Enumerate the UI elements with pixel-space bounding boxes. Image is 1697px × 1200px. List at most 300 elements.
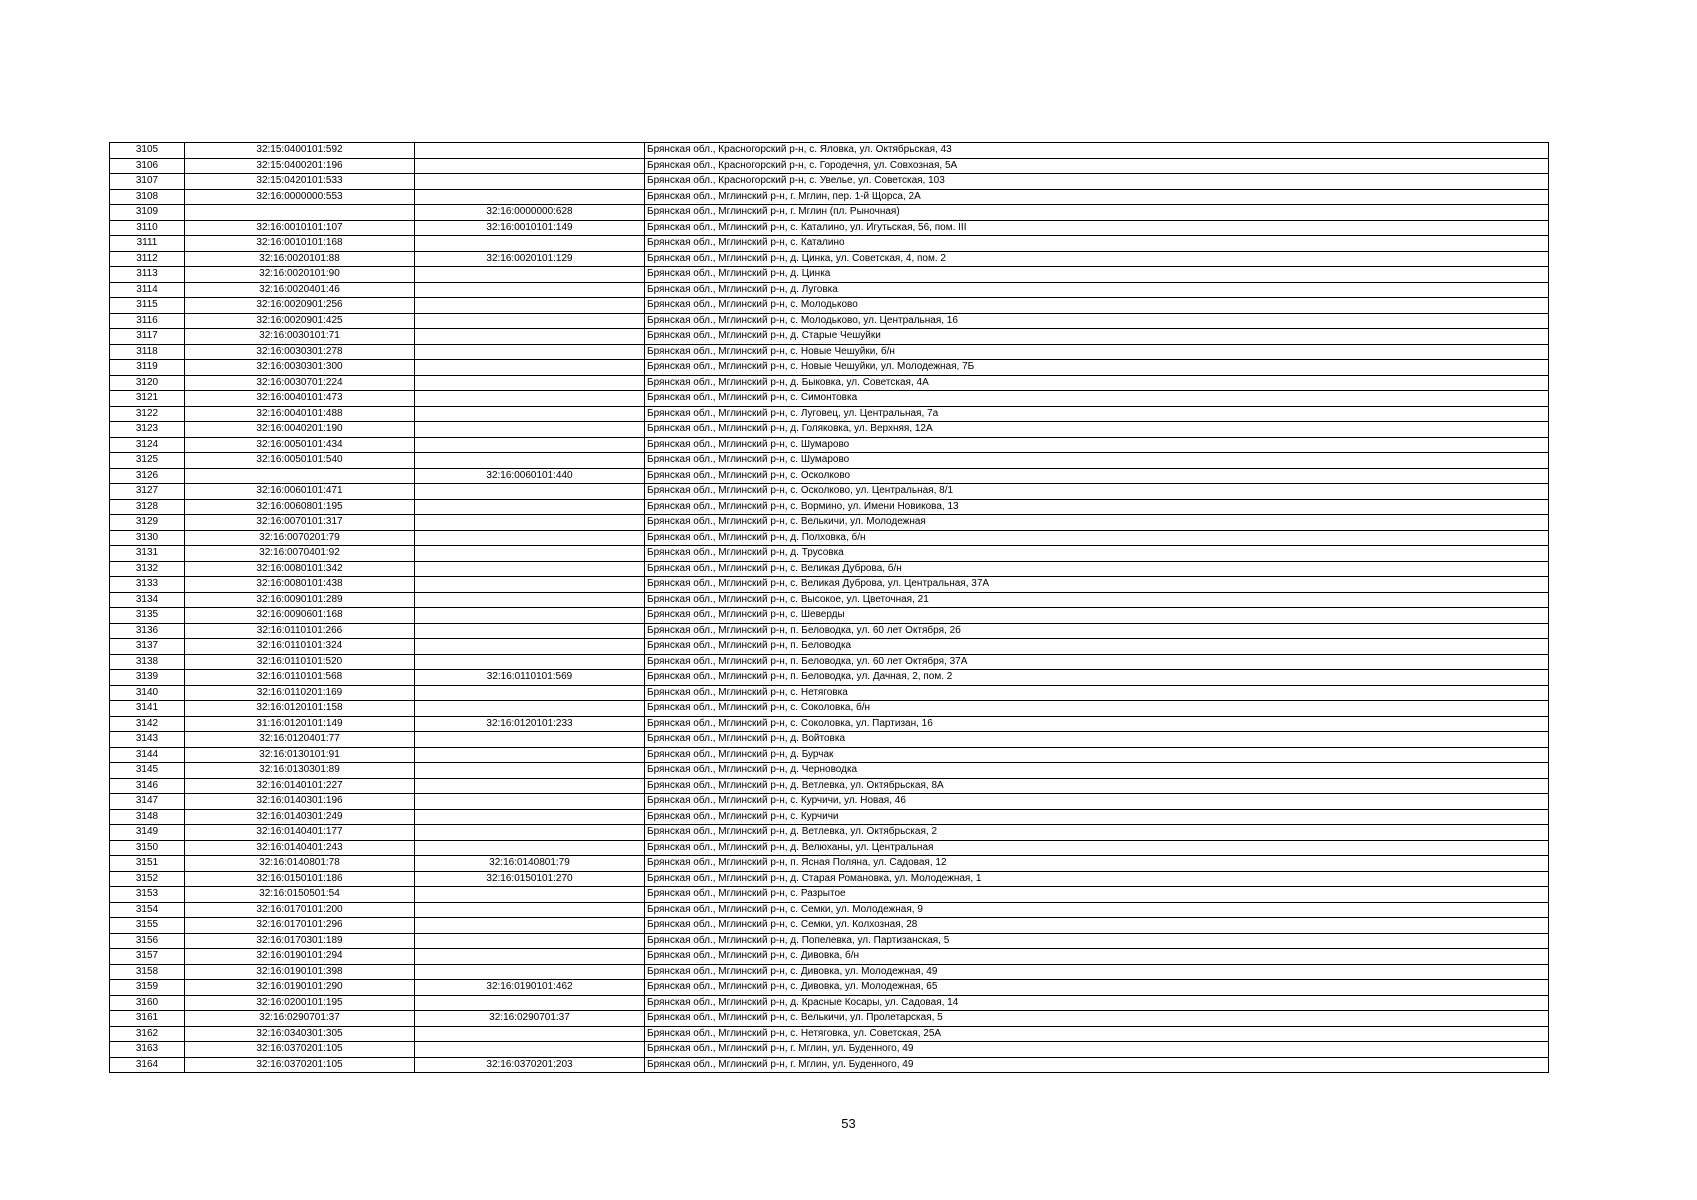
table-row <box>110 685 1549 701</box>
table-row <box>110 887 1549 903</box>
table-row <box>110 174 1549 190</box>
row-number-cell: 3106 <box>110 158 185 174</box>
linked-cadastral-number-cell <box>415 375 645 391</box>
cadastral-number-cell: 32:16:0050101:434 <box>185 437 415 453</box>
address-cell: Брянская обл., Мглинский р-н, с. Луговец, ул. Центральная, 7а <box>645 406 1549 422</box>
table-row <box>110 1026 1549 1042</box>
address-cell: Брянская обл., Мглинский р-н, с. Велькичи, ул. Пролетарская, 5 <box>645 1011 1549 1027</box>
cadastral-number-cell: 32:16:0170101:296 <box>185 918 415 934</box>
address-cell: Брянская обл., Мглинский р-н, с. Шеверды <box>645 608 1549 624</box>
linked-cadastral-number-cell <box>415 747 645 763</box>
row-number-cell: 3114 <box>110 282 185 298</box>
row-number-cell: 3144 <box>110 747 185 763</box>
table-row <box>110 902 1549 918</box>
address-cell: Брянская обл., Мглинский р-н, д. Красные Косары, ул. Садовая, 14 <box>645 995 1549 1011</box>
linked-cadastral-number-cell <box>415 158 645 174</box>
address-cell: Брянская обл., Мглинский р-н, п. Беловодка, ул. 60 лет Октября, 2б <box>645 623 1549 639</box>
cadastral-number-cell: 32:16:0170101:200 <box>185 902 415 918</box>
table-row <box>110 360 1549 376</box>
table-row <box>110 391 1549 407</box>
linked-cadastral-number-cell <box>415 313 645 329</box>
row-number-cell: 3156 <box>110 933 185 949</box>
address-cell: Брянская обл., Мглинский р-н, с. Великая Дуброва, б/н <box>645 561 1549 577</box>
linked-cadastral-number-cell <box>415 1042 645 1058</box>
linked-cadastral-number-cell <box>415 654 645 670</box>
address-cell: Брянская обл., Мглинский р-н, п. Ясная Поляна, ул. Садовая, 12 <box>645 856 1549 872</box>
cadastral-number-cell: 32:16:0070401:92 <box>185 546 415 562</box>
address-cell: Брянская обл., Мглинский р-н, д. Луговка <box>645 282 1549 298</box>
table-row <box>110 980 1549 996</box>
row-number-cell: 3116 <box>110 313 185 329</box>
row-number-cell: 3151 <box>110 856 185 872</box>
linked-cadastral-number-cell <box>415 282 645 298</box>
address-cell: Брянская обл., Мглинский р-н, д. Ветлевка, ул. Октябрьская, 8А <box>645 778 1549 794</box>
cadastral-number-cell: 32:16:0140401:243 <box>185 840 415 856</box>
row-number-cell: 3107 <box>110 174 185 190</box>
row-number-cell: 3127 <box>110 484 185 500</box>
address-cell: Брянская обл., Мглинский р-н, с. Дивовка, ул. Молодежная, 65 <box>645 980 1549 996</box>
cadastral-number-cell: 32:16:0190101:294 <box>185 949 415 965</box>
row-number-cell: 3162 <box>110 1026 185 1042</box>
cadastral-number-cell: 32:16:0140301:249 <box>185 809 415 825</box>
linked-cadastral-number-cell: 32:16:0120101:233 <box>415 716 645 732</box>
row-number-cell: 3148 <box>110 809 185 825</box>
table-row <box>110 840 1549 856</box>
address-cell: Брянская обл., Мглинский р-н, д. Черноводка <box>645 763 1549 779</box>
address-cell: Брянская обл., Мглинский р-н, д. Голяковка, ул. Верхняя, 12А <box>645 422 1549 438</box>
linked-cadastral-number-cell <box>415 933 645 949</box>
table-row <box>110 515 1549 531</box>
row-number-cell: 3161 <box>110 1011 185 1027</box>
row-number-cell: 3109 <box>110 205 185 221</box>
row-number-cell: 3131 <box>110 546 185 562</box>
address-cell: Брянская обл., Мглинский р-н, д. Цинка, ул. Советская, 4, пом. 2 <box>645 251 1549 267</box>
linked-cadastral-number-cell <box>415 623 645 639</box>
linked-cadastral-number-cell <box>415 887 645 903</box>
row-number-cell: 3124 <box>110 437 185 453</box>
table-row <box>110 329 1549 345</box>
linked-cadastral-number-cell <box>415 902 645 918</box>
address-cell: Брянская обл., Мглинский р-н, г. Мглин, ул. Буденного, 49 <box>645 1057 1549 1073</box>
cadastral-number-cell: 32:16:0090101:289 <box>185 592 415 608</box>
address-cell: Брянская обл., Мглинский р-н, с. Дивовка, ул. Молодежная, 49 <box>645 964 1549 980</box>
address-cell: Брянская обл., Мглинский р-н, г. Мглин (пл. Рыночная) <box>645 205 1549 221</box>
row-number-cell: 3154 <box>110 902 185 918</box>
row-number-cell: 3111 <box>110 236 185 252</box>
table-body <box>110 143 1549 1073</box>
table-row <box>110 856 1549 872</box>
table-row <box>110 282 1549 298</box>
cadastral-number-cell <box>185 468 415 484</box>
cadastral-number-cell: 32:16:0190101:290 <box>185 980 415 996</box>
row-number-cell: 3147 <box>110 794 185 810</box>
cadastral-number-cell: 32:15:0400101:592 <box>185 143 415 159</box>
linked-cadastral-number-cell <box>415 530 645 546</box>
table-row <box>110 871 1549 887</box>
table-row <box>110 1057 1549 1073</box>
linked-cadastral-number-cell <box>415 437 645 453</box>
row-number-cell: 3113 <box>110 267 185 283</box>
linked-cadastral-number-cell: 32:16:0140801:79 <box>415 856 645 872</box>
row-number-cell: 3159 <box>110 980 185 996</box>
table-row <box>110 654 1549 670</box>
address-cell: Брянская обл., Мглинский р-н, д. Трусовка <box>645 546 1549 562</box>
linked-cadastral-number-cell <box>415 561 645 577</box>
row-number-cell: 3137 <box>110 639 185 655</box>
cadastral-number-cell: 32:16:0130101:91 <box>185 747 415 763</box>
linked-cadastral-number-cell <box>415 964 645 980</box>
cadastral-number-cell <box>185 205 415 221</box>
row-number-cell: 3163 <box>110 1042 185 1058</box>
registry-table <box>109 142 1549 1073</box>
address-cell: Брянская обл., Мглинский р-н, с. Шумарово <box>645 453 1549 469</box>
row-number-cell: 3150 <box>110 840 185 856</box>
linked-cadastral-number-cell <box>415 809 645 825</box>
row-number-cell: 3152 <box>110 871 185 887</box>
row-number-cell: 3157 <box>110 949 185 965</box>
table-row <box>110 236 1549 252</box>
table-row <box>110 825 1549 841</box>
table-row <box>110 437 1549 453</box>
address-cell: Брянская обл., Мглинский р-н, с. Шумарово <box>645 437 1549 453</box>
row-number-cell: 3136 <box>110 623 185 639</box>
linked-cadastral-number-cell <box>415 344 645 360</box>
row-number-cell: 3155 <box>110 918 185 934</box>
cadastral-number-cell: 32:16:0290701:37 <box>185 1011 415 1027</box>
row-number-cell: 3132 <box>110 561 185 577</box>
table-row <box>110 344 1549 360</box>
row-number-cell: 3139 <box>110 670 185 686</box>
row-number-cell: 3130 <box>110 530 185 546</box>
table-row <box>110 546 1549 562</box>
linked-cadastral-number-cell: 32:16:0000000:628 <box>415 205 645 221</box>
linked-cadastral-number-cell <box>415 794 645 810</box>
table-row <box>110 964 1549 980</box>
address-cell: Брянская обл., Мглинский р-н, с. Соколовка, б/н <box>645 701 1549 717</box>
cadastral-number-cell: 32:16:0090601:168 <box>185 608 415 624</box>
linked-cadastral-number-cell <box>415 685 645 701</box>
address-cell: Брянская обл., Мглинский р-н, д. Быковка, ул. Советская, 4А <box>645 375 1549 391</box>
table-row <box>110 623 1549 639</box>
cadastral-number-cell: 32:16:0070101:317 <box>185 515 415 531</box>
linked-cadastral-number-cell <box>415 329 645 345</box>
linked-cadastral-number-cell <box>415 453 645 469</box>
linked-cadastral-number-cell <box>415 1026 645 1042</box>
linked-cadastral-number-cell <box>415 298 645 314</box>
row-number-cell: 3112 <box>110 251 185 267</box>
table-row <box>110 639 1549 655</box>
address-cell: Брянская обл., Красногорский р-н, с. Городечня, ул. Совхозная, 5А <box>645 158 1549 174</box>
linked-cadastral-number-cell: 32:16:0110101:569 <box>415 670 645 686</box>
linked-cadastral-number-cell <box>415 995 645 1011</box>
table-row <box>110 592 1549 608</box>
address-cell: Брянская обл., Мглинский р-н, с. Велькичи, ул. Молодежная <box>645 515 1549 531</box>
address-cell: Брянская обл., Мглинский р-н, с. Соколовка, ул. Партизан, 16 <box>645 716 1549 732</box>
table-row <box>110 670 1549 686</box>
cadastral-number-cell: 32:16:0140101:227 <box>185 778 415 794</box>
row-number-cell: 3160 <box>110 995 185 1011</box>
address-cell: Брянская обл., Мглинский р-н, с. Высокое, ул. Цветочная, 21 <box>645 592 1549 608</box>
address-cell: Брянская обл., Мглинский р-н, с. Курчичи, ул. Новая, 46 <box>645 794 1549 810</box>
row-number-cell: 3121 <box>110 391 185 407</box>
cadastral-number-cell: 32:16:0030301:300 <box>185 360 415 376</box>
linked-cadastral-number-cell: 32:16:0020101:129 <box>415 251 645 267</box>
linked-cadastral-number-cell <box>415 732 645 748</box>
table-row <box>110 778 1549 794</box>
linked-cadastral-number-cell <box>415 639 645 655</box>
cadastral-number-cell: 32:16:0140401:177 <box>185 825 415 841</box>
table-row <box>110 530 1549 546</box>
linked-cadastral-number-cell <box>415 825 645 841</box>
row-number-cell: 3122 <box>110 406 185 422</box>
cadastral-number-cell: 32:16:0050101:540 <box>185 453 415 469</box>
address-cell: Брянская обл., Мглинский р-н, с. Курчичи <box>645 809 1549 825</box>
row-number-cell: 3119 <box>110 360 185 376</box>
row-number-cell: 3126 <box>110 468 185 484</box>
cadastral-number-cell: 32:16:0020101:90 <box>185 267 415 283</box>
address-cell: Брянская обл., Мглинский р-н, п. Беловодка <box>645 639 1549 655</box>
cadastral-number-cell: 32:16:0000000:553 <box>185 189 415 205</box>
row-number-cell: 3158 <box>110 964 185 980</box>
linked-cadastral-number-cell <box>415 360 645 376</box>
linked-cadastral-number-cell <box>415 515 645 531</box>
row-number-cell: 3105 <box>110 143 185 159</box>
row-number-cell: 3115 <box>110 298 185 314</box>
table-row <box>110 453 1549 469</box>
table-row <box>110 298 1549 314</box>
cadastral-number-cell: 32:16:0170301:189 <box>185 933 415 949</box>
linked-cadastral-number-cell: 32:16:0060101:440 <box>415 468 645 484</box>
table-row <box>110 608 1549 624</box>
row-number-cell: 3110 <box>110 220 185 236</box>
table-row <box>110 794 1549 810</box>
address-cell: Брянская обл., Мглинский р-н, с. Новые Чешуйки, ул. Молодежная, 7Б <box>645 360 1549 376</box>
address-cell: Брянская обл., Мглинский р-н, д. Цинка <box>645 267 1549 283</box>
cadastral-number-cell: 32:16:0200101:195 <box>185 995 415 1011</box>
address-cell: Брянская обл., Мглинский р-н, д. Попелевка, ул. Партизанская, 5 <box>645 933 1549 949</box>
linked-cadastral-number-cell <box>415 174 645 190</box>
cadastral-number-cell: 32:16:0040101:473 <box>185 391 415 407</box>
row-number-cell: 3141 <box>110 701 185 717</box>
table-row <box>110 701 1549 717</box>
address-cell: Брянская обл., Мглинский р-н, д. Полховка, б/н <box>645 530 1549 546</box>
row-number-cell: 3123 <box>110 422 185 438</box>
address-cell: Брянская обл., Мглинский р-н, с. Осколково, ул. Центральная, 8/1 <box>645 484 1549 500</box>
cadastral-number-cell: 32:16:0110101:266 <box>185 623 415 639</box>
cadastral-number-cell: 32:15:0420101:533 <box>185 174 415 190</box>
cadastral-number-cell: 32:16:0110101:324 <box>185 639 415 655</box>
linked-cadastral-number-cell: 32:16:0150101:270 <box>415 871 645 887</box>
address-cell: Брянская обл., Мглинский р-н, с. Вормино, ул. Имени Новикова, 13 <box>645 499 1549 515</box>
cadastral-number-cell: 32:16:0110101:568 <box>185 670 415 686</box>
address-cell: Брянская обл., Мглинский р-н, с. Молодьково, ул. Центральная, 16 <box>645 313 1549 329</box>
table-row <box>110 918 1549 934</box>
cadastral-number-cell: 32:16:0040201:190 <box>185 422 415 438</box>
linked-cadastral-number-cell <box>415 546 645 562</box>
cadastral-number-cell: 32:16:0020901:425 <box>185 313 415 329</box>
cadastral-number-cell: 32:16:0150101:186 <box>185 871 415 887</box>
linked-cadastral-number-cell <box>415 406 645 422</box>
cadastral-number-cell: 32:16:0010101:168 <box>185 236 415 252</box>
linked-cadastral-number-cell <box>415 143 645 159</box>
table-row <box>110 220 1549 236</box>
linked-cadastral-number-cell <box>415 236 645 252</box>
address-cell: Брянская обл., Мглинский р-н, с. Каталино <box>645 236 1549 252</box>
row-number-cell: 3153 <box>110 887 185 903</box>
row-number-cell: 3142 <box>110 716 185 732</box>
linked-cadastral-number-cell <box>415 484 645 500</box>
linked-cadastral-number-cell: 32:16:0190101:462 <box>415 980 645 996</box>
address-cell: Брянская обл., Мглинский р-н, с. Разрытое <box>645 887 1549 903</box>
address-cell: Брянская обл., Мглинский р-н, г. Мглин, пер. 1-й Щорса, 2А <box>645 189 1549 205</box>
address-cell: Брянская обл., Мглинский р-н, с. Новые Чешуйки, б/н <box>645 344 1549 360</box>
table-row <box>110 747 1549 763</box>
table-row <box>110 499 1549 515</box>
address-cell: Брянская обл., Красногорский р-н, с. Увелье, ул. Советская, 103 <box>645 174 1549 190</box>
address-cell: Брянская обл., Мглинский р-н, г. Мглин, ул. Буденного, 49 <box>645 1042 1549 1058</box>
table-row <box>110 763 1549 779</box>
row-number-cell: 3149 <box>110 825 185 841</box>
table-row <box>110 189 1549 205</box>
row-number-cell: 3164 <box>110 1057 185 1073</box>
address-cell: Брянская обл., Мглинский р-н, с. Осколково <box>645 468 1549 484</box>
row-number-cell: 3108 <box>110 189 185 205</box>
table-row <box>110 732 1549 748</box>
cadastral-number-cell: 32:16:0060801:195 <box>185 499 415 515</box>
cadastral-number-cell: 32:16:0120101:158 <box>185 701 415 717</box>
table-row <box>110 422 1549 438</box>
address-cell: Брянская обл., Мглинский р-н, с. Семки, ул. Молодежная, 9 <box>645 902 1549 918</box>
cadastral-number-cell: 32:16:0110101:520 <box>185 654 415 670</box>
table-row <box>110 158 1549 174</box>
cadastral-number-cell: 31:16:0120101:149 <box>185 716 415 732</box>
linked-cadastral-number-cell: 32:16:0290701:37 <box>415 1011 645 1027</box>
row-number-cell: 3117 <box>110 329 185 345</box>
cadastral-number-cell: 32:16:0080101:342 <box>185 561 415 577</box>
linked-cadastral-number-cell: 32:16:0370201:203 <box>415 1057 645 1073</box>
row-number-cell: 3129 <box>110 515 185 531</box>
row-number-cell: 3135 <box>110 608 185 624</box>
row-number-cell: 3146 <box>110 778 185 794</box>
address-cell: Брянская обл., Мглинский р-н, д. Велюханы, ул. Центральная <box>645 840 1549 856</box>
cadastral-number-cell: 32:16:0020901:256 <box>185 298 415 314</box>
table-row <box>110 949 1549 965</box>
table-row <box>110 933 1549 949</box>
address-cell: Брянская обл., Мглинский р-н, д. Ветлевка, ул. Октябрьская, 2 <box>645 825 1549 841</box>
linked-cadastral-number-cell <box>415 918 645 934</box>
table-row <box>110 267 1549 283</box>
cadastral-number-cell: 32:16:0140801:78 <box>185 856 415 872</box>
cadastral-number-cell: 32:16:0370201:105 <box>185 1042 415 1058</box>
cadastral-number-cell: 32:16:0150501:54 <box>185 887 415 903</box>
table-row <box>110 561 1549 577</box>
address-cell: Брянская обл., Мглинский р-н, с. Великая Дуброва, ул. Центральная, 37А <box>645 577 1549 593</box>
table-row <box>110 468 1549 484</box>
row-number-cell: 3134 <box>110 592 185 608</box>
linked-cadastral-number-cell <box>415 701 645 717</box>
cadastral-number-cell: 32:16:0120401:77 <box>185 732 415 748</box>
address-cell: Брянская обл., Мглинский р-н, с. Нетяговка, ул. Советская, 25А <box>645 1026 1549 1042</box>
address-cell: Брянская обл., Мглинский р-н, с. Симонтовка <box>645 391 1549 407</box>
address-cell: Брянская обл., Мглинский р-н, с. Нетяговка <box>645 685 1549 701</box>
table-row <box>110 375 1549 391</box>
cadastral-number-cell: 32:16:0080101:438 <box>185 577 415 593</box>
cadastral-number-cell: 32:16:0370201:105 <box>185 1057 415 1073</box>
table-row <box>110 716 1549 732</box>
cadastral-number-cell: 32:16:0010101:107 <box>185 220 415 236</box>
linked-cadastral-number-cell <box>415 391 645 407</box>
linked-cadastral-number-cell <box>415 422 645 438</box>
row-number-cell: 3128 <box>110 499 185 515</box>
table-row <box>110 313 1549 329</box>
address-cell: Брянская обл., Красногорский р-н, с. Яловка, ул. Октябрьская, 43 <box>645 143 1549 159</box>
row-number-cell: 3138 <box>110 654 185 670</box>
cadastral-number-cell: 32:16:0060101:471 <box>185 484 415 500</box>
cadastral-number-cell: 32:16:0020401:46 <box>185 282 415 298</box>
linked-cadastral-number-cell <box>415 763 645 779</box>
linked-cadastral-number-cell <box>415 592 645 608</box>
linked-cadastral-number-cell <box>415 189 645 205</box>
row-number-cell: 3143 <box>110 732 185 748</box>
cadastral-number-cell: 32:15:0400201:196 <box>185 158 415 174</box>
address-cell: Брянская обл., Мглинский р-н, д. Бурчак <box>645 747 1549 763</box>
table-row <box>110 251 1549 267</box>
address-cell: Брянская обл., Мглинский р-н, с. Каталино, ул. Игутьская, 56, пом. III <box>645 220 1549 236</box>
address-cell: Брянская обл., Мглинский р-н, д. Старая Романовка, ул. Молодежная, 1 <box>645 871 1549 887</box>
linked-cadastral-number-cell <box>415 778 645 794</box>
address-cell: Брянская обл., Мглинский р-н, д. Войтовка <box>645 732 1549 748</box>
linked-cadastral-number-cell <box>415 577 645 593</box>
page-number: 53 <box>841 1116 856 1131</box>
cadastral-number-cell: 32:16:0020101:88 <box>185 251 415 267</box>
linked-cadastral-number-cell: 32:16:0010101:149 <box>415 220 645 236</box>
table-row <box>110 1042 1549 1058</box>
cadastral-number-cell: 32:16:0030101:71 <box>185 329 415 345</box>
cadastral-number-cell: 32:16:0070201:79 <box>185 530 415 546</box>
table-row <box>110 577 1549 593</box>
table-row <box>110 995 1549 1011</box>
cadastral-number-cell: 32:16:0030301:278 <box>185 344 415 360</box>
table-row <box>110 143 1549 159</box>
table-row <box>110 484 1549 500</box>
row-number-cell: 3145 <box>110 763 185 779</box>
row-number-cell: 3118 <box>110 344 185 360</box>
table-row <box>110 205 1549 221</box>
cadastral-number-cell: 32:16:0140301:196 <box>185 794 415 810</box>
address-cell: Брянская обл., Мглинский р-н, д. Старые Чешуйки <box>645 329 1549 345</box>
row-number-cell: 3120 <box>110 375 185 391</box>
address-cell: Брянская обл., Мглинский р-н, с. Дивовка, б/н <box>645 949 1549 965</box>
table-row <box>110 406 1549 422</box>
table-row <box>110 809 1549 825</box>
row-number-cell: 3125 <box>110 453 185 469</box>
address-cell: Брянская обл., Мглинский р-н, п. Беловодка, ул. 60 лет Октября, 37А <box>645 654 1549 670</box>
address-cell: Брянская обл., Мглинский р-н, с. Молодьково <box>645 298 1549 314</box>
linked-cadastral-number-cell <box>415 608 645 624</box>
linked-cadastral-number-cell <box>415 949 645 965</box>
table-row <box>110 1011 1549 1027</box>
cadastral-number-cell: 32:16:0040101:488 <box>185 406 415 422</box>
cadastral-number-cell: 32:16:0130301:89 <box>185 763 415 779</box>
row-number-cell: 3140 <box>110 685 185 701</box>
linked-cadastral-number-cell <box>415 499 645 515</box>
cadastral-number-cell: 32:16:0340301:305 <box>185 1026 415 1042</box>
cadastral-number-cell: 32:16:0110201:169 <box>185 685 415 701</box>
address-cell: Брянская обл., Мглинский р-н, с. Семки, ул. Колхозная, 28 <box>645 918 1549 934</box>
cadastral-number-cell: 32:16:0030701:224 <box>185 375 415 391</box>
address-cell: Брянская обл., Мглинский р-н, п. Беловодка, ул. Дачная, 2, пом. 2 <box>645 670 1549 686</box>
linked-cadastral-number-cell <box>415 840 645 856</box>
